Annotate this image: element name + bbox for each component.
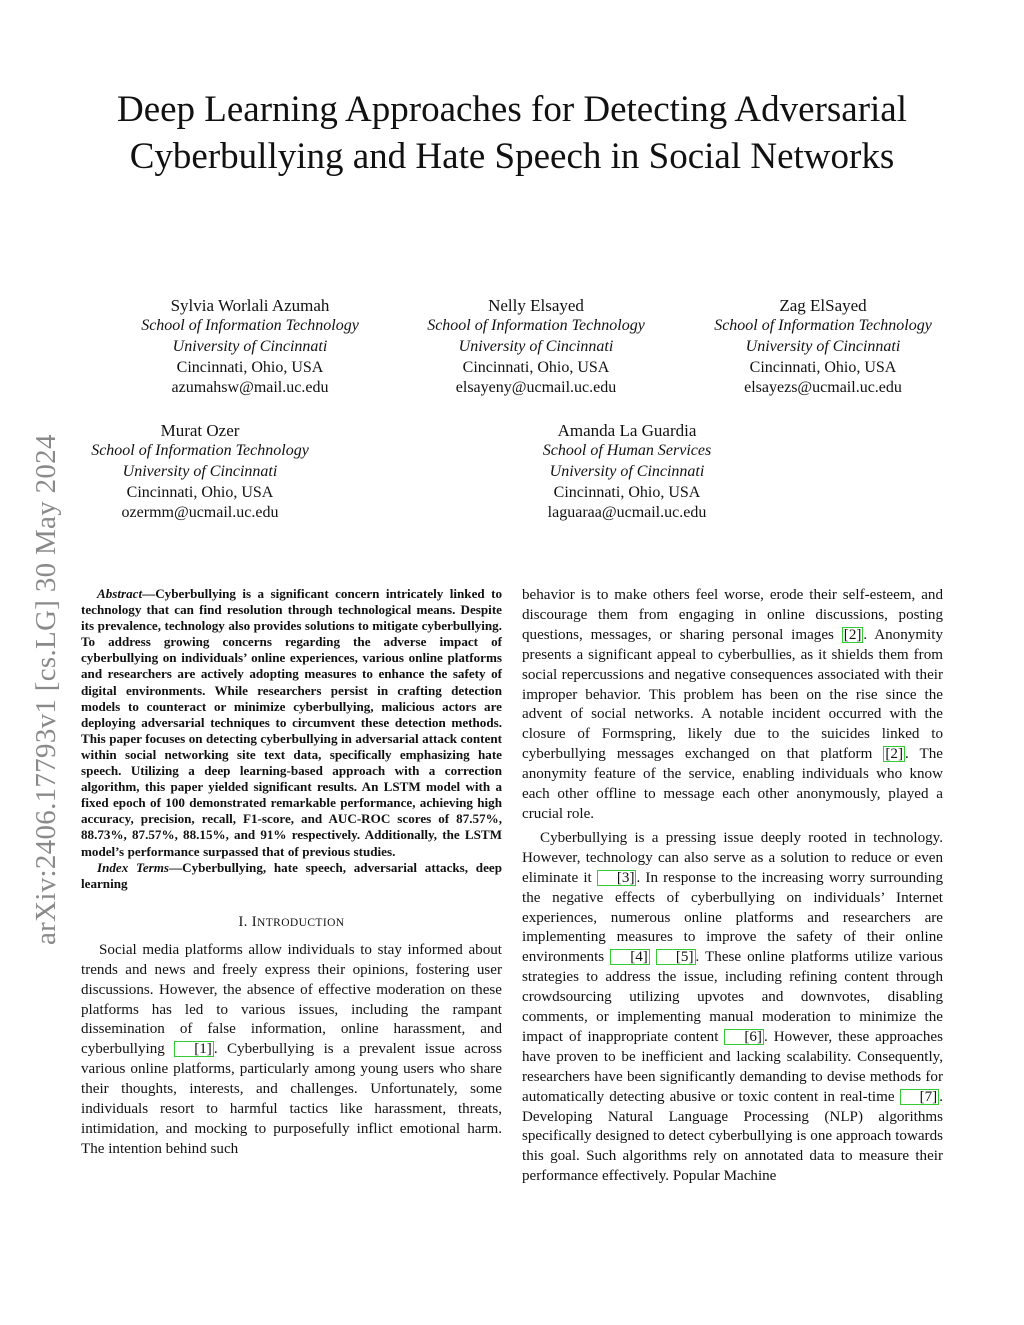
author-department: School of Information Technology [141, 317, 359, 334]
text-run: . These online platforms utilize various strategies to address the issue, including refining content through crowdsourcing utilizing upvotes and downvotes, disabling comments, or implementing manual moderation to minimize the impact of inappropriate content [522, 949, 944, 1045]
author-location: Cincinnati, Ohio, USA [553, 483, 701, 501]
author-name: Murat Ozer [160, 421, 240, 440]
author-block [386, 295, 686, 399]
section-heading-introduction [81, 914, 502, 931]
left-column [81, 586, 502, 1160]
text-run: Social media platforms allow individuals to stay informed about trends and news and freely express their opinions, fostering user discussions. However, the absence of effective moderation on these platforms has led to various issues, including the rampant dissemination of false information, online harassment, and cyberbullying [81, 941, 502, 1058]
section-title-caps: NTRODUCTION [257, 916, 345, 929]
author-email: elsayezs@ucmail.uc.edu [744, 379, 902, 397]
author-block [100, 295, 400, 399]
citation-link[interactable]: [5] [656, 949, 696, 965]
abstract-text: —Cyberbullying is a significant concern intricately linked to technology that can find resolution through technological means. Despite its prevalence, technology also provides solutions to mitigate cyberbullying. To address growing concerns regarding the adverse impact of cyberbullying on individuals’ online experiences, various online platforms and researchers are actively adopting measures to enhance the safety of digital environments. While researchers persist in crafting detection models to counteract or minimize cyberbullying, malicious actors are deploying adversarial techniques to circumvent these detection methods. This paper focuses on detecting cyberbullying in adversarial attack content within social networking site text data, specifically emphasizing hate speech. Utilizing a deep learning-based approach with a correction algorithm, this paper yielded significant results. An LSTM model with a fixed epoch of 100 demonstrated remarkable performance, achieving high accuracy, precision, recall, F1-score, and AUC-ROC scores of 87.57%, 88.73%, 87.57%, 88.15%, and 91% respectively. Additionally, the LSTM model’s performance surpassed that of previous studies. [81, 586, 502, 859]
author-university: University of Cincinnati [172, 337, 328, 355]
author-department: School of Information Technology [714, 317, 932, 334]
author-name: Sylvia Worlali Azumah [170, 296, 330, 315]
author-block [477, 420, 777, 524]
author-university: University of Cincinnati [458, 337, 614, 355]
text-run: . Cyberbullying is a prevalent issue across various online platforms, particularly among young users who share their thoughts, interests, and challenges. Unfortunately, some individuals resort to harmful tactics like harassment, threats, intimidation, and mocking to purposefully inflict emotional harm. The intention behind such [81, 1041, 502, 1157]
abstract-label: Abstract [97, 586, 143, 601]
author-department: School of Information Technology [427, 317, 645, 334]
author-block [673, 295, 973, 399]
citation-link[interactable]: [7] [900, 1089, 940, 1105]
paper-title: Deep Learning Approaches for Detecting Adversarial Cyberbullying and Hate Speech in Social Networks [116, 89, 908, 177]
author-email: ozermm@ucmail.uc.edu [121, 504, 279, 522]
author-university: University of Cincinnati [549, 462, 705, 480]
author-department: School of Information Technology [91, 442, 309, 459]
author-name: Zag ElSayed [779, 296, 867, 315]
author-email: laguaraa@ucmail.uc.edu [547, 504, 707, 522]
author-name: Nelly Elsayed [488, 296, 584, 315]
abstract [81, 586, 502, 860]
text-run: . Anonymity presents a significant appeal to cyberbullies, as it shields them from social repercussions and negative consequences associated with their improper behavior. This problem has been on the rise since the advent of social networks. A notable incident occurred with the closure of Formspring, likely due to the suicides linked to cyberbullying messages exchanged on that platform [522, 626, 943, 763]
body-paragraph [522, 829, 943, 1187]
author-location: Cincinnati, Ohio, USA [749, 358, 897, 376]
right-column [522, 586, 943, 1187]
text-run: behavior is to make others feel worse, erode their self-esteem, and discourage them from engaging in online discussions, posting questions, messages, or sharing personal images [522, 587, 943, 643]
citation-link[interactable]: [6] [724, 1029, 764, 1045]
citation-link[interactable]: [2] [885, 746, 903, 763]
author-department: School of Human Services [542, 442, 712, 459]
index-terms [81, 860, 502, 892]
author-email: azumahsw@mail.uc.edu [171, 379, 329, 397]
author-block [50, 420, 350, 524]
text-run: . However, these approaches have proven to be inefficient and lacking scalability. Consequently, researchers have been significantly demanding to devise methods for automatically detecting abusive or toxic content in real-time [522, 1028, 943, 1105]
author-university: University of Cincinnati [122, 462, 278, 480]
author-location: Cincinnati, Ohio, USA [176, 358, 324, 376]
author-email: elsayeny@ucmail.uc.edu [455, 379, 617, 397]
citation-link[interactable]: [4] [610, 949, 650, 965]
arxiv-identifier: arXiv:2406.17793v1 [cs.LG] 30 May 2024 [30, 434, 62, 945]
index-terms-label: Index Terms [97, 859, 170, 875]
index-terms-text: —Cyberbullying, hate speech, adversarial attacks, deep learning [81, 859, 502, 891]
citation-link[interactable]: [2] [843, 626, 862, 643]
author-name: Amanda La Guardia [557, 421, 697, 440]
author-location: Cincinnati, Ohio, USA [126, 483, 274, 501]
author-university: University of Cincinnati [745, 337, 901, 355]
section-numeral: I. I [238, 913, 258, 930]
text-run: . Developing Natural Language Processing (NLP) algorithms specifically designed to detect cyberbullying is one approach towards this goal. Such algorithms rely on annotated data to measure their performance effectively. Popular Machine [522, 1088, 943, 1185]
author-location: Cincinnati, Ohio, USA [462, 358, 610, 376]
text-run: . In response to the increasing worry surrounding the negative effects of cyberbullying on individuals’ Internet experiences, numerous online platforms and researchers are implementing measures to improve the safety of their online environments [522, 869, 943, 966]
intro-paragraph [81, 941, 502, 1160]
text-run: Cyberbullying is a pressing issue deeply rooted in technology. However, technology can also serve as a solution to reduce or even eliminate it [522, 829, 943, 886]
citation-link[interactable]: [1] [174, 1041, 214, 1057]
text-run: . The anonymity feature of the service, enabling individuals who know each other offline to message each other anonymously, played a crucial role. [522, 746, 943, 822]
body-paragraph [522, 586, 943, 825]
citation-link[interactable]: [3] [597, 870, 637, 886]
